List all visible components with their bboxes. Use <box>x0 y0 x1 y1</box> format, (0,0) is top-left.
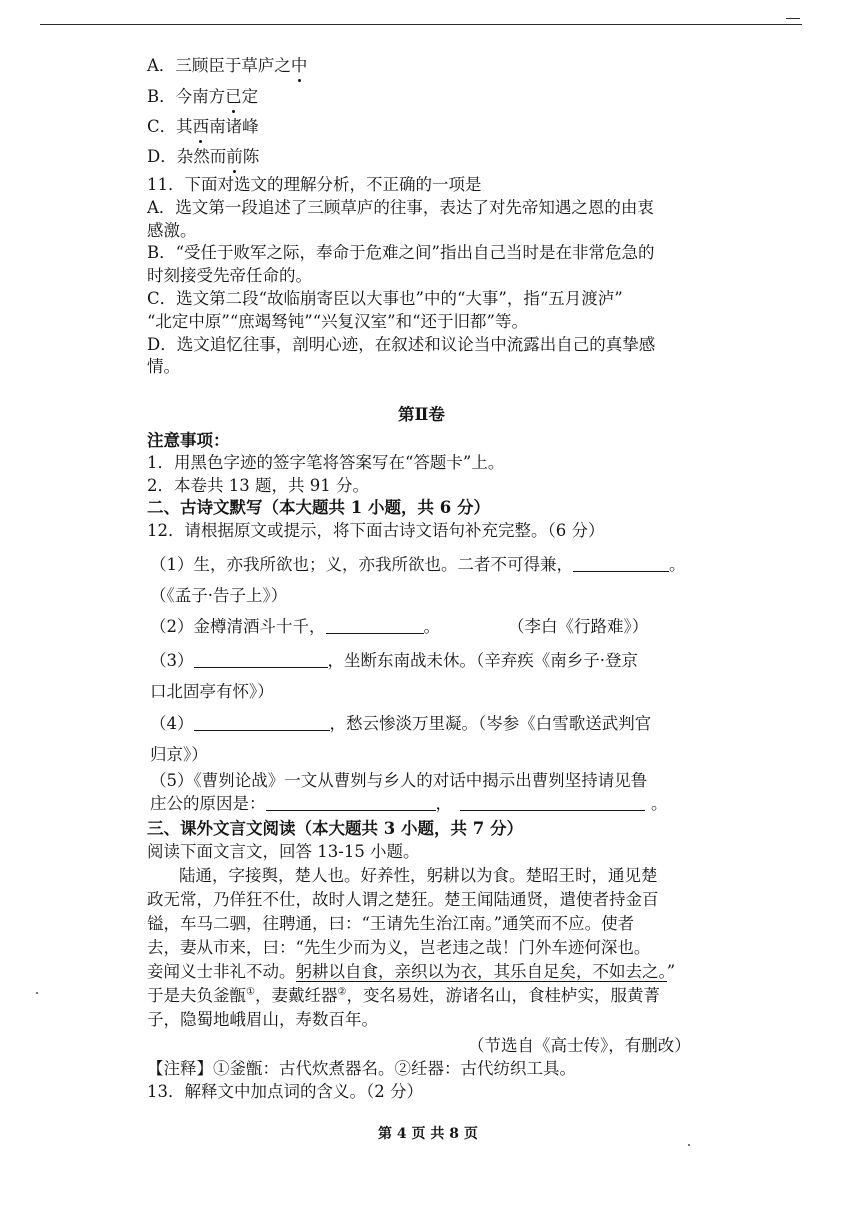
question-13-stem: 13．解释文中加点词的含义。（2 分） <box>147 1082 423 1101</box>
recite-item-4-source: 归京》） <box>150 745 208 764</box>
dotted-char: 西 <box>192 117 210 136</box>
recite-item-1-source: （《孟子·告子上》） <box>150 586 288 605</box>
option-10c: C．其西南诸峰 <box>147 117 259 136</box>
top-rule-dash <box>786 18 800 19</box>
page-footer: 第 4 页 共 8 页 <box>378 1126 478 1142</box>
top-rule <box>40 24 802 25</box>
option-11c-line2: “北定中原”“庶竭驽钝”“兴复汉室”和“还于旧都”等。 <box>147 312 528 331</box>
option-10a: A．三顾臣于草庐之中 <box>147 56 308 75</box>
recite-item-2: （2）金樽清酒斗十千， 。 <box>150 617 440 636</box>
passage-line-1: 陆通，字接舆，楚人也。好养性，躬耕以为食。楚昭王时，通见楚 <box>179 866 658 885</box>
notice-title: 注意事项： <box>147 431 230 450</box>
option-10d: D．杂然而前陈 <box>147 147 260 166</box>
passage-line-5: 妾闻义士非礼不动。躬耕以自食，亲织以为衣，其乐自足矣，不如去之。” <box>147 962 676 981</box>
option-11b-line1: B．“受任于败军之际，奉命于危难之间”指出自己当时是在非常危急的 <box>147 243 655 262</box>
option-11d-line1: D．选文追忆往事，剖明心迹，在叙述和议论当中流露出自己的真挚感 <box>147 335 656 354</box>
answer-blank[interactable] <box>460 794 645 811</box>
option-11c-line1: C．选文第二段“故临崩寄臣以大事也”中的“大事”，指“五月渡泸” <box>147 289 623 308</box>
volume-title: 第Ⅱ卷 <box>398 405 445 424</box>
notice-item-1: 1．用黑色字迹的签字笔将答案写在“答题卡”上。 <box>147 453 505 472</box>
question-12-stem: 12．请根据原文或提示，将下面古诗文语句补充完整。（6 分） <box>147 521 605 540</box>
recite-item-1: （1）生，亦我所欲也；义，亦我所欲也。二者不可得兼， 。 <box>150 555 686 574</box>
dotted-char: 已 <box>225 87 242 106</box>
recite-item-5-line2: 庄公的原因是： ， 。 <box>150 794 668 813</box>
note-marker-1: ① <box>246 986 255 998</box>
notice-item-2: 2．本卷共 13 题，共 91 分。 <box>147 476 369 495</box>
question-11-stem: 11．下面对选文的理解分析，不正确的一项是 <box>147 175 482 194</box>
annotation-note: 【注释】①釜甑：古代炊煮器名。②纴器：古代纺织工具。 <box>147 1059 576 1078</box>
scan-speck <box>36 992 38 994</box>
reading-instruction: 阅读下面文言文，回答 13-15 小题。 <box>147 842 420 861</box>
scan-speck <box>688 1144 690 1146</box>
option-10b: B．今南方已定 <box>147 87 259 106</box>
passage-line-2: 政无常，乃佯狂不仕，故时人谓之楚狂。楚王闻陆通贤，遣使者持金百 <box>147 890 659 909</box>
passage-line-3: 镒，车马二驷，往聘通，曰：“王请先生治江南。”通笑而不应。使者 <box>147 914 635 933</box>
answer-blank[interactable] <box>194 714 330 731</box>
answer-blank[interactable] <box>266 794 436 811</box>
underlined-sentence: 躬耕以自食，亲织以为衣，其乐自足矣，不如去之。 <box>295 962 667 981</box>
option-11a-line2: 感激。 <box>147 221 197 240</box>
option-11b-line2: 时刻接受先帝任命的。 <box>147 266 312 285</box>
note-marker-2: ② <box>337 986 347 998</box>
recite-item-2-source: （李白《行路难》） <box>508 617 649 636</box>
recite-item-3: （3） ，坐断东南战未休。（辛弃疾《南乡子·登京 <box>150 651 638 670</box>
passage-line-4: 去，妻从市来，曰：“先生少而为义，岂老违之哉！门外车迹何深也。 <box>147 938 651 957</box>
section-3-heading: 三、课外文言文阅读（本大题共 3 小题，共 7 分） <box>147 819 523 838</box>
recite-item-4: （4） ，愁云惨淡万里凝。（岑参《白雪歌送武判官 <box>150 714 652 733</box>
passage-source: （节选自《高士传》，有删改） <box>468 1036 691 1055</box>
option-11a-line1: A．选文第一段追述了三顾草庐的往事，表达了对先帝知遇之恩的由衷 <box>147 198 654 217</box>
dotted-char: 中 <box>290 56 308 75</box>
section-2-heading: 二、古诗文默写（本大题共 1 小题，共 6 分） <box>147 498 490 517</box>
option-11d-line2: 情。 <box>147 357 180 376</box>
passage-line-7: 子，隐蜀地峨眉山，寿数百年。 <box>147 1010 378 1029</box>
recite-item-3-source: 口北固亭有怀》） <box>150 682 274 701</box>
passage-line-6: 于是夫负釜甑①，妻戴纴器②，变名易姓，游诸名山，食桂栌实，服黄菁 <box>147 986 660 1005</box>
answer-blank[interactable] <box>194 651 328 668</box>
dotted-char: 前 <box>226 147 243 166</box>
recite-item-5-line1: （5）《曹刿论战》一文从曹刿与乡人的对话中揭示出曹刿坚持请见鲁 <box>150 771 648 790</box>
answer-blank[interactable] <box>326 617 424 634</box>
answer-blank[interactable] <box>573 555 669 572</box>
